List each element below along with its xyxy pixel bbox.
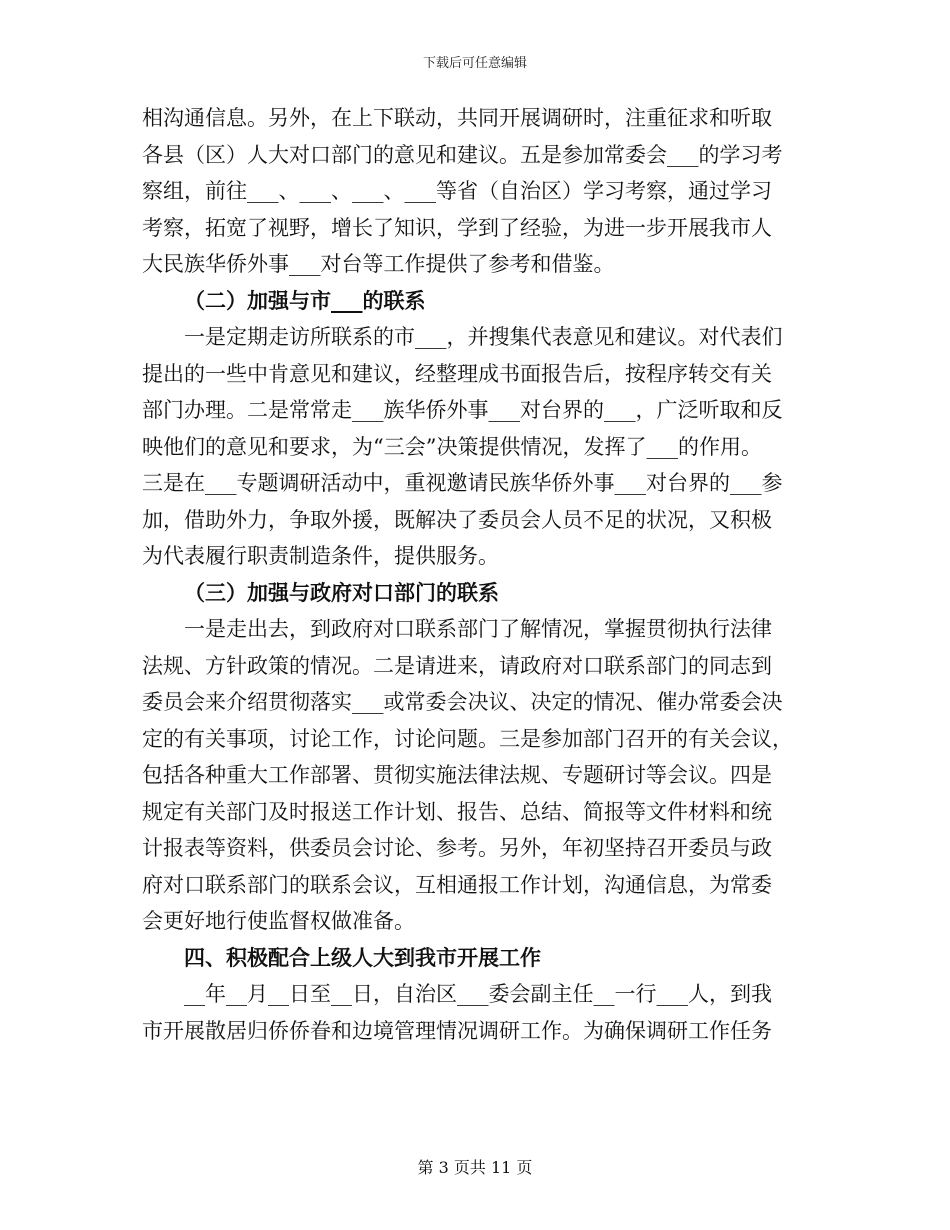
body-line: 规定有关部门及时报送工作计划、报告、总结、简报等文件材料和统: [142, 799, 772, 824]
body-line: 考察，拓宽了视野，增长了知识，学到了经验，为进一步开展我市人: [142, 215, 772, 240]
body-line: 包括各种重大工作部署、贯彻实施法律法规、专题研讨等会议。四是: [142, 763, 772, 787]
section-heading: 四、积极配合上级人大到我市开展工作: [184, 944, 541, 970]
body-line: 一是定期走访所联系的市___，并搜集代表意见和建议。对代表们: [184, 325, 783, 349]
body-line: 映他们的意见和要求，为“三会”决策提供情况，发挥了___的作用。: [142, 434, 762, 459]
body-line: 委员会来介绍贯彻落实___或常委会决议、决定的情况、催办常委会决: [142, 690, 783, 714]
body-line: 会更好地行使监督权做准备。: [142, 909, 415, 933]
body-line: 为代表履行职责制造条件，提供服务。: [142, 544, 499, 568]
page-header: 下载后可任意编辑: [422, 56, 527, 71]
body-line: 一是走出去，到政府对口联系部门了解情况，掌握贯彻执行法律: [184, 617, 772, 641]
section-heading: （二）加强与市___的联系: [184, 287, 426, 313]
body-line: 大民族华侨外事___对台等工作提供了参考和借鉴。: [142, 252, 615, 276]
body-line: 加，借助外力，争取外援，既解决了委员会人员不足的状况，又积极: [142, 507, 772, 532]
body-line: 提出的一些中肯意见和建议，经整理成书面报告后，按程序转交有关: [142, 361, 772, 386]
body-line: 府对口联系部门的联系会议，互相通报工作计划，沟通信息，为常委: [142, 872, 772, 897]
body-line: 相沟通信息。另外，在上下联动，共同开展调研时，注重征求和听取: [142, 106, 772, 130]
body-line: 定的有关事项，讨论工作，讨论问题。三是参加部门召开的有关会议，: [142, 726, 793, 751]
body-line: 三是在___专题调研活动中，重视邀请民族华侨外事___对台界的___参: [142, 471, 783, 495]
body-line: 察组，前往___、___、___、___等省（自治区）学习考察，通过学习: [142, 179, 772, 203]
body-line: __年__月__日至__日，自治区___委会副主任__一行___人，到我: [184, 982, 772, 1006]
body-line: 各县（区）人大对口部门的意见和建议。五是参加常委会___的学习考: [142, 142, 783, 167]
body-line: 市开展散居归侨侨眷和边境管理情况调研工作。为确保调研工作任务: [142, 1018, 772, 1043]
body-line: 部门办理。二是常常走___族华侨外事___对台界的___，广泛听取和反: [142, 398, 783, 422]
page-footer: 第 3 页共 11 页: [417, 1158, 533, 1177]
section-heading: （三）加强与政府对口部门的联系: [184, 579, 499, 605]
body-line: 法规、方针政策的情况。二是请进来，请政府对口联系部门的同志到: [142, 653, 772, 678]
document-body: [142, 100, 802, 1049]
body-line: 计报表等资料，供委员会讨论、参考。另外，年初坚持召开委员与政: [142, 836, 772, 860]
